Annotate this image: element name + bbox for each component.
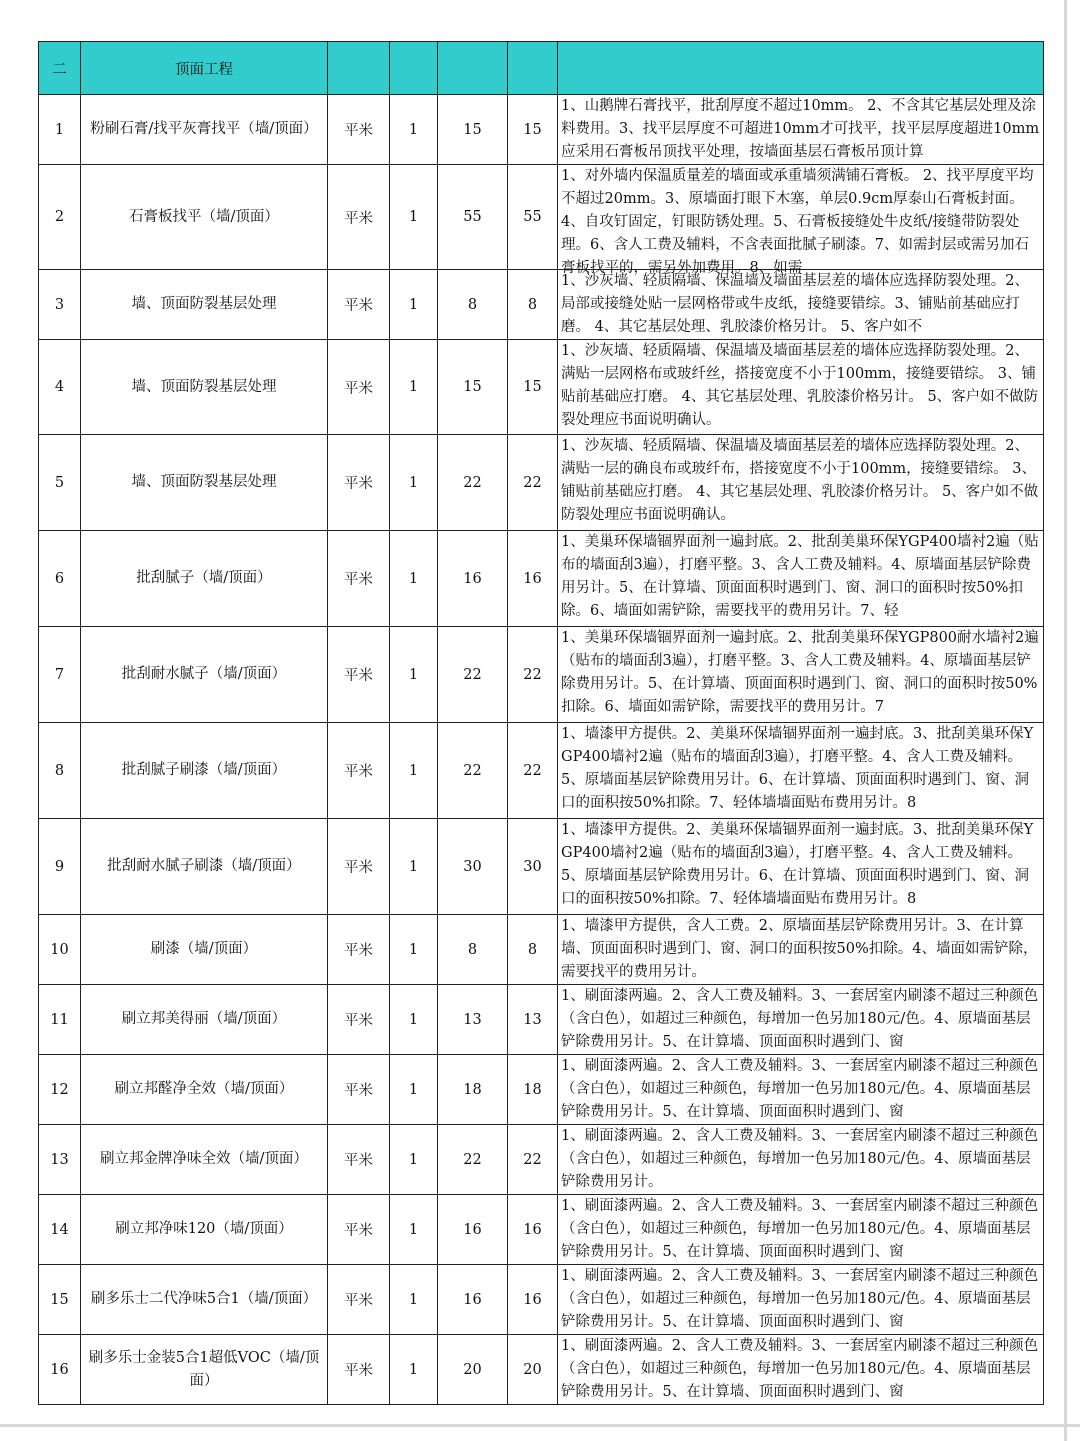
item-description: 1、沙灰墙、轻质隔墙、保温墙及墙面基层差的墙体应选择防裂处理。2、局部或接缝处贴一层网格带或牛皮纸，接缝要错综。3、铺贴前基础应打磨。 4、其它基层处理、乳胶漆价格另计。 5、客户如不 (561, 273, 1029, 335)
item-description: 1、刷面漆两遍。2、含人工费及辅料。3、一套居室内刷漆不超过三种颜色（含白色），如超过三种颜色，每增加一色另加180元/色。4、原墙面基层铲除费用另计。5、在计算墙、顶面面积时遇到门、窗 (561, 988, 1039, 1050)
header-cell (438, 42, 508, 95)
item-unit-price: 22 (438, 1125, 508, 1195)
table-row (39, 915, 1044, 985)
item-number: 8 (39, 723, 81, 819)
item-description-cell (558, 1265, 1044, 1335)
item-unit-price: 20 (438, 1335, 508, 1405)
table-row (39, 627, 1044, 723)
item-name: 刷立邦美得丽（墙/顶面） (81, 985, 328, 1055)
item-unit-price: 16 (438, 1265, 508, 1335)
item-total: 8 (508, 270, 558, 340)
item-name: 石膏板找平（墙/顶面） (81, 165, 328, 270)
item-total: 16 (508, 531, 558, 627)
item-unit-price: 18 (438, 1055, 508, 1125)
item-description-cell (558, 1335, 1044, 1405)
item-unit-price: 8 (438, 915, 508, 985)
page-edge-right (1064, 0, 1067, 1441)
item-description: 1、墙漆甲方提供，含人工费。2、原墙面基层铲除费用另计。3、在计算墙、顶面面积时遇到门、窗、洞口的面积按50%扣除。4、墙面如需铲除，需要找平的费用另计。 (561, 918, 1038, 980)
item-total: 22 (508, 435, 558, 531)
item-unit-price: 15 (438, 340, 508, 435)
item-unit: 平米 (328, 340, 390, 435)
item-name: 墙、顶面防裂基层处理 (81, 435, 328, 531)
item-unit: 平米 (328, 1335, 390, 1405)
item-number: 12 (39, 1055, 81, 1125)
item-name: 刷多乐士二代净味5合1（墙/顶面） (81, 1265, 328, 1335)
item-quantity: 1 (390, 1195, 438, 1265)
table-row (39, 95, 1044, 165)
item-quantity: 1 (390, 627, 438, 723)
item-unit: 平米 (328, 915, 390, 985)
item-unit: 平米 (328, 1055, 390, 1125)
item-quantity: 1 (390, 1265, 438, 1335)
item-name: 刷立邦金牌净味全效（墙/顶面） (81, 1125, 328, 1195)
item-unit: 平米 (328, 1195, 390, 1265)
item-number: 7 (39, 627, 81, 723)
item-name: 批刮腻子刷漆（墙/顶面） (81, 723, 328, 819)
item-number: 15 (39, 1265, 81, 1335)
item-description-cell (558, 723, 1044, 819)
item-description-cell (558, 627, 1044, 723)
item-description: 1、墙漆甲方提供。2、美巢环保墙锢界面剂一遍封底。3、批刮美巢环保YGP400墙衬2遍（贴布的墙面刮3遍），打磨平整。4、含人工费及辅料。5、原墙面基层铲除费用另计。6、在计算墙、顶面面积时遇到门、窗、洞口的面积按50%扣除。7、轻体墙墙面贴布费用另计。8 (561, 822, 1034, 907)
item-number: 5 (39, 435, 81, 531)
item-unit: 平米 (328, 723, 390, 819)
item-description: 1、沙灰墙、轻质隔墙、保温墙及墙面基层差的墙体应选择防裂处理。2、满贴一层网格布或玻纤丝，搭接宽度不小于100mm，接缝要错综。 3、铺贴前基础应打磨。 4、其它基层处理、乳胶漆价格另计。 5、客户如不做防裂处理应书面说明确认。 (561, 343, 1039, 428)
table-row (39, 985, 1044, 1055)
table-row (39, 819, 1044, 915)
item-number: 16 (39, 1335, 81, 1405)
item-unit-price: 22 (438, 723, 508, 819)
item-total: 13 (508, 985, 558, 1055)
item-description: 1、刷面漆两遍。2、含人工费及辅料。3、一套居室内刷漆不超过三种颜色（含白色），如超过三种颜色，每增加一色另加180元/色。4、原墙面基层铲除费用另计。5、在计算墙、顶面面积时遇到门、窗 (561, 1338, 1039, 1400)
table-row (39, 165, 1044, 270)
item-quantity: 1 (390, 985, 438, 1055)
item-unit-price: 55 (438, 165, 508, 270)
item-total: 30 (508, 819, 558, 915)
item-description-cell (558, 1055, 1044, 1125)
item-quantity: 1 (390, 1125, 438, 1195)
item-quantity: 1 (390, 915, 438, 985)
table-row (39, 340, 1044, 435)
item-description: 1、美巢环保墙锢界面剂一遍封底。2、批刮美巢环保YGP400墙衬2遍（贴布的墙面刮3遍），打磨平整。3、含人工费及辅料。4、原墙面基层铲除费用另计。5、在计算墙、顶面面积时遇到门、窗、洞口的面积时按50%扣除。6、墙面如需铲除，需要找平的费用另计。7、轻 (561, 534, 1039, 619)
item-unit: 平米 (328, 165, 390, 270)
item-total: 15 (508, 95, 558, 165)
item-total: 18 (508, 1055, 558, 1125)
item-unit-price: 13 (438, 985, 508, 1055)
item-total: 22 (508, 627, 558, 723)
item-number: 4 (39, 340, 81, 435)
item-number: 11 (39, 985, 81, 1055)
item-unit: 平米 (328, 1125, 390, 1195)
item-description-cell (558, 1125, 1044, 1195)
item-name: 粉刷石膏/找平灰膏找平（墙/顶面） (81, 95, 328, 165)
item-quantity: 1 (390, 1335, 438, 1405)
item-description-cell (558, 985, 1044, 1055)
section-number: 二 (39, 42, 81, 95)
item-total: 8 (508, 915, 558, 985)
item-unit-price: 30 (438, 819, 508, 915)
table-row (39, 1125, 1044, 1195)
item-description-cell (558, 1195, 1044, 1265)
item-unit: 平米 (328, 531, 390, 627)
item-description-cell (558, 915, 1044, 985)
item-quantity: 1 (390, 531, 438, 627)
table-row (39, 723, 1044, 819)
table-row (39, 1055, 1044, 1125)
item-number: 3 (39, 270, 81, 340)
table-row (39, 270, 1044, 340)
item-name: 批刮耐水腻子刷漆（墙/顶面） (81, 819, 328, 915)
item-description: 1、刷面漆两遍。2、含人工费及辅料。3、一套居室内刷漆不超过三种颜色（含白色），如超过三种颜色，每增加一色另加180元/色。4、原墙面基层铲除费用另计。5、在计算墙、顶面面积时遇到门、窗 (561, 1268, 1039, 1330)
item-total: 55 (508, 165, 558, 270)
item-quantity: 1 (390, 340, 438, 435)
item-unit: 平米 (328, 1265, 390, 1335)
item-name: 批刮耐水腻子（墙/顶面） (81, 627, 328, 723)
item-quantity: 1 (390, 819, 438, 915)
item-description: 1、刷面漆两遍。2、含人工费及辅料。3、一套居室内刷漆不超过三种颜色（含白色），如超过三种颜色，每增加一色另加180元/色。4、原墙面基层铲除费用另计。5、在计算墙、顶面面积时遇到门、窗 (561, 1058, 1039, 1120)
header-cell (390, 42, 438, 95)
item-total: 20 (508, 1335, 558, 1405)
item-quantity: 1 (390, 1055, 438, 1125)
item-unit-price: 22 (438, 627, 508, 723)
item-name: 刷立邦醛净全效（墙/顶面） (81, 1055, 328, 1125)
item-number: 6 (39, 531, 81, 627)
item-unit-price: 16 (438, 1195, 508, 1265)
header-cell (508, 42, 558, 95)
item-number: 9 (39, 819, 81, 915)
item-name: 刷多乐士金装5合1超低VOC（墙/顶面） (81, 1335, 328, 1405)
item-description: 1、对外墙内保温质量差的墙面或承重墙须满铺石膏板。 2、找平厚度平均不超过20mm。3、原墙面打眼下木塞，单层0.9cm厚泰山石膏板封面。4、自攻钉固定，钉眼防锈处理。5、石膏板接缝处牛皮纸/接缝带防裂处理。6、含人工费及辅料，不含表面批腻子刷漆。7、如需封层或需另加石膏板找平的，需另外加费用。8、如需 (561, 168, 1034, 276)
item-unit-price: 15 (438, 95, 508, 165)
table-row (39, 435, 1044, 531)
item-description: 1、美巢环保墙锢界面剂一遍封底。2、批刮美巢环保YGP800耐水墙衬2遍（贴布的墙面刮3遍），打磨平整。3、含人工费及辅料。4、原墙面基层铲除费用另计。5、在计算墙、顶面面积时遇到门、窗、洞口的面积时按50%扣除。6、墙面如需铲除，需要找平的费用另计。7 (561, 630, 1039, 715)
item-name: 墙、顶面防裂基层处理 (81, 270, 328, 340)
item-number: 10 (39, 915, 81, 985)
item-description-cell (558, 435, 1044, 531)
item-total: 16 (508, 1195, 558, 1265)
item-description: 1、山鹅牌石膏找平，批刮厚度不超过10mm。 2、不含其它基层处理及涂料费用。3、找平层厚度不可超进10mm才可找平，找平层厚度超进10mm应采用石膏板吊顶找平处理，按墙面基层石膏板吊顶计算 (561, 98, 1040, 160)
item-quantity: 1 (390, 165, 438, 270)
item-total: 22 (508, 1125, 558, 1195)
item-unit: 平米 (328, 270, 390, 340)
item-unit-price: 16 (438, 531, 508, 627)
item-total: 22 (508, 723, 558, 819)
item-quantity: 1 (390, 270, 438, 340)
item-unit: 平米 (328, 435, 390, 531)
item-quantity: 1 (390, 435, 438, 531)
item-total: 15 (508, 340, 558, 435)
item-name: 刷立邦净味120（墙/顶面） (81, 1195, 328, 1265)
item-description-cell (558, 165, 1044, 276)
item-number: 2 (39, 165, 81, 270)
item-quantity: 1 (390, 95, 438, 165)
item-description: 1、沙灰墙、轻质隔墙、保温墙及墙面基层差的墙体应选择防裂处理。2、满贴一层的确良布或玻纤布，搭接宽度不小于100mm，接缝要错综。 3、铺贴前基础应打磨。 4、其它基层处理、乳胶漆价格另计。 5、客户如不做防裂处理应书面说明确认。 (561, 438, 1039, 523)
item-description: 1、刷面漆两遍。2、含人工费及辅料。3、一套居室内刷漆不超过三种颜色（含白色），如超过三种颜色，每增加一色另加180元/色。4、原墙面基层铲除费用另计。5、在计算墙、顶面面积时遇到门、窗 (561, 1198, 1039, 1260)
item-unit-price: 22 (438, 435, 508, 531)
item-unit: 平米 (328, 627, 390, 723)
item-description-cell (558, 270, 1044, 340)
table-row (39, 1335, 1044, 1405)
item-name: 批刮腻子（墙/顶面） (81, 531, 328, 627)
item-unit: 平米 (328, 95, 390, 165)
item-name: 刷漆（墙/顶面） (81, 915, 328, 985)
item-description-cell (558, 340, 1044, 435)
item-total: 16 (508, 1265, 558, 1335)
item-name: 墙、顶面防裂基层处理 (81, 340, 328, 435)
item-unit: 平米 (328, 819, 390, 915)
section-header-row (39, 42, 1044, 95)
item-number: 1 (39, 95, 81, 165)
table-row (39, 531, 1044, 627)
header-cell (558, 42, 1044, 95)
item-description: 1、刷面漆两遍。2、含人工费及辅料。3、一套居室内刷漆不超过三种颜色（含白色），如超过三种颜色，每增加一色另加180元/色。4、原墙面基层铲除费用另计。 (561, 1128, 1039, 1190)
item-description: 1、墙漆甲方提供。2、美巢环保墙锢界面剂一遍封底。3、批刮美巢环保YGP400墙衬2遍（贴布的墙面刮3遍），打磨平整。4、含人工费及辅料。5、原墙面基层铲除费用另计。6、在计算墙、顶面面积时遇到门、窗、洞口的面积按50%扣除。7、轻体墙墙面贴布费用另计。8 (561, 726, 1034, 811)
table-row (39, 1195, 1044, 1265)
item-description-cell (558, 819, 1044, 915)
item-number: 13 (39, 1125, 81, 1195)
item-unit-price: 8 (438, 270, 508, 340)
header-cell (328, 42, 390, 95)
page-edge-bottom (0, 1424, 1080, 1427)
item-description-cell (558, 95, 1044, 165)
item-quantity: 1 (390, 723, 438, 819)
table-row (39, 1265, 1044, 1335)
item-number: 14 (39, 1195, 81, 1265)
quotation-table (38, 41, 1044, 1405)
section-title: 顶面工程 (81, 42, 328, 95)
item-unit: 平米 (328, 985, 390, 1055)
item-description-cell (558, 531, 1044, 627)
